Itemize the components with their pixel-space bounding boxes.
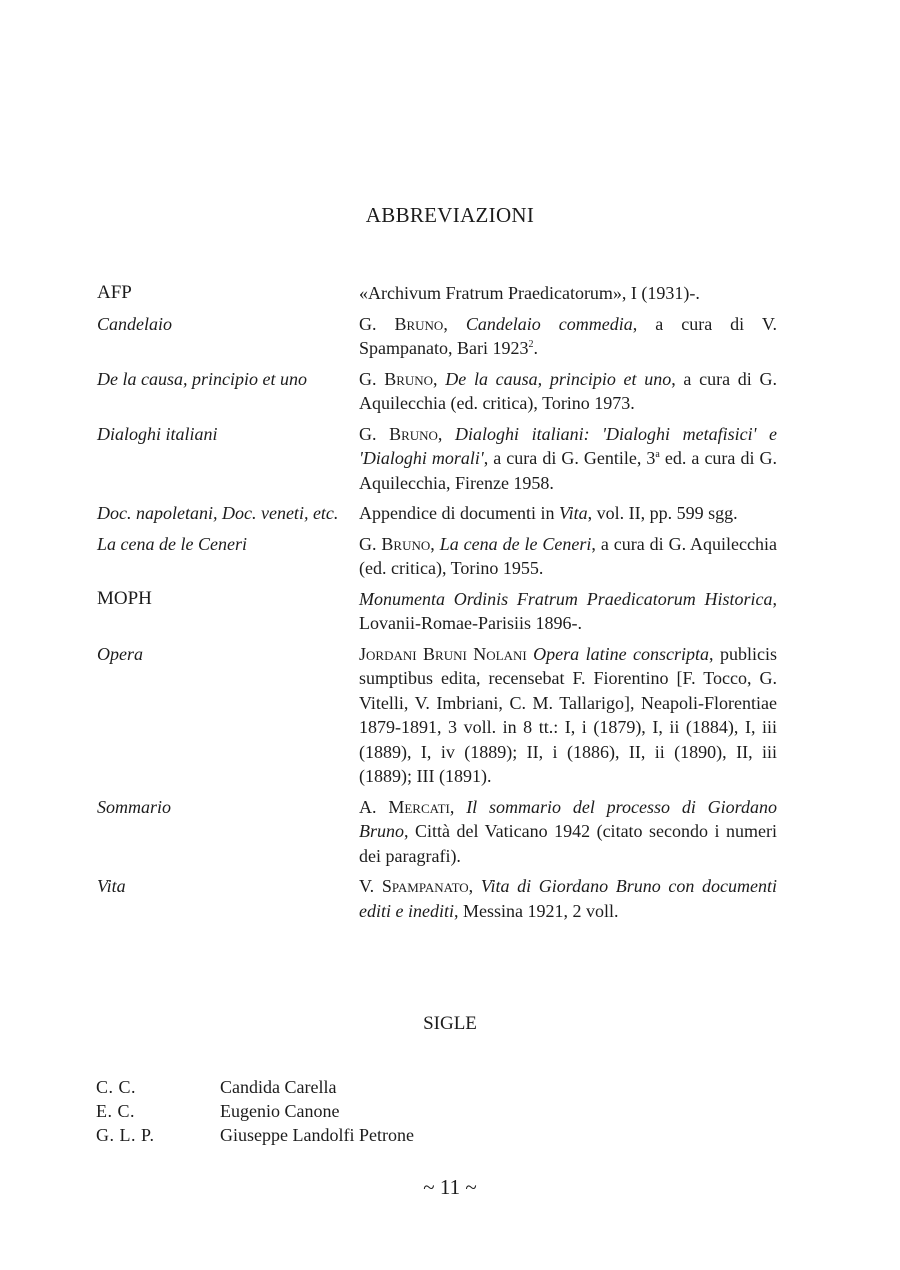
abbreviation-definition xyxy=(359,281,777,306)
definition-segment: Appendice di documenti in xyxy=(359,503,559,523)
definition-segment: V. Spampanato xyxy=(359,876,469,896)
abbreviation-term: AFP xyxy=(97,282,132,303)
abbreviation-term: MOPH xyxy=(97,587,152,609)
abbreviation-definition xyxy=(359,501,777,526)
definition-segment: Jordani Bruni Nolani xyxy=(359,643,527,664)
abbreviation-entry xyxy=(97,587,787,636)
sigla-key: E. C. xyxy=(96,1101,136,1121)
abbreviation-definition xyxy=(359,422,777,496)
abbreviation-entry xyxy=(97,367,787,416)
definition-segment: , vol. II, pp. 599 sgg. xyxy=(587,503,738,523)
definition-segment: Vita xyxy=(558,503,588,523)
definition-segment: , xyxy=(468,876,481,896)
sigla-name: Candida Carella xyxy=(220,1077,337,1097)
sigla-key: C. C. xyxy=(96,1077,137,1097)
page-title: ABBREVIAZIONI xyxy=(365,203,535,227)
sigla-row xyxy=(96,1123,414,1147)
abbreviation-definition xyxy=(359,795,777,869)
sigla-key: G. L. P. xyxy=(96,1125,155,1145)
abbreviation-entry xyxy=(97,281,787,306)
definition-segment: Vita di Giordano Bruno con documenti editi e inediti xyxy=(359,876,778,921)
sigle-list xyxy=(96,1075,414,1147)
abbreviation-entry xyxy=(97,312,787,361)
abbreviation-definition xyxy=(359,587,777,636)
definition-segment: G. Bruno xyxy=(359,423,438,444)
abbreviation-entry xyxy=(97,795,787,869)
definition-segment: ed. a cura di G. Aquilecchia, Firenze 1958. xyxy=(359,448,777,493)
definition-segment: , a cura di G. Aquilecchia (ed. critica), Torino 1955. xyxy=(359,533,777,578)
abbreviation-definition xyxy=(359,312,777,361)
definition-segment: , xyxy=(449,796,467,817)
definition-segment: De la causa, principio et uno xyxy=(445,368,672,389)
abbreviation-entry xyxy=(97,532,787,581)
definition-segment: A. Mercati xyxy=(359,796,450,817)
sigla-name: Eugenio Canone xyxy=(220,1101,340,1121)
definition-segment: , Messina 1921, 2 voll. xyxy=(453,900,619,921)
abbreviation-list xyxy=(97,281,787,923)
sigla-name: Giuseppe Landolfi Petrone xyxy=(220,1125,414,1145)
abbreviation-entry xyxy=(97,501,787,526)
definition-segment: . xyxy=(533,338,538,358)
abbreviation-term: Vita xyxy=(97,876,126,896)
abbreviation-term: La cena de le Ceneri xyxy=(97,533,247,554)
abbreviation-term: De la causa, principio et uno xyxy=(97,368,307,389)
abbreviation-term: Opera xyxy=(97,643,143,664)
abbreviation-entry xyxy=(97,874,787,923)
abbreviation-term: Sommario xyxy=(97,796,172,817)
definition-segment: La cena de le Ceneri xyxy=(439,533,592,554)
definition-segment: , xyxy=(437,423,455,444)
abbreviation-entry xyxy=(97,642,787,789)
definition-segment: , Città del Vaticano 1942 (citato secondo i numeri dei paragrafi). xyxy=(359,821,777,866)
abbreviation-definition xyxy=(359,874,777,923)
definition-segment: , publicis sumptibus edita, recensebat F. Fiorentino [F. Tocco, G. Vitelli, V. Imbriani, C. M. Tallarigo], Neapoli-Florentiae 1879-1891, 3 voll. in 8 tt.: I, i (1879), I, ii (1884), I, iii (1889), I, iv (1889); II, i (1886), II, ii (1890), II, iii (1889); III (1891). xyxy=(359,643,777,786)
abbreviation-term: Doc. napoletani, Doc. veneti, etc. xyxy=(97,503,339,523)
definition-segment: Monumenta Ordinis Fratrum Praedicatorum Historica xyxy=(359,588,773,609)
definition-segment: G. Bruno xyxy=(359,533,431,554)
abbreviation-definition xyxy=(359,367,777,416)
definition-segment: a xyxy=(655,449,660,460)
definition-segment: , xyxy=(430,533,440,554)
definition-segment: , xyxy=(443,313,466,334)
definition-segment: , a cura di V. Spampanato, Bari 1923 xyxy=(359,313,777,358)
definition-segment: «Archivum Fratrum Praedicatorum», I (1931)-. xyxy=(359,283,700,303)
definition-segment: Dialoghi italiani: 'Dialoghi metafisici' e 'Dialoghi morali' xyxy=(359,423,777,468)
page-number: ~ 11 ~ xyxy=(423,1175,477,1199)
abbreviation-definition xyxy=(359,642,777,789)
sigle-title: SIGLE xyxy=(423,1013,477,1034)
abbreviation-definition xyxy=(359,532,777,581)
abbreviation-term: Dialoghi italiani xyxy=(97,423,218,444)
definition-segment: G. Bruno xyxy=(359,313,444,334)
definition-segment: G. Bruno xyxy=(359,368,434,389)
definition-segment: Candelaio commedia xyxy=(465,313,633,334)
sigla-row xyxy=(96,1075,414,1099)
definition-segment: 2 xyxy=(528,339,534,350)
definition-segment: , Lovanii-Romae-Parisiis 1896-. xyxy=(359,588,777,633)
definition-segment: , xyxy=(433,368,446,389)
definition-segment: Il sommario del processo di Giordano Bruno xyxy=(359,796,777,841)
definition-segment: Opera latine conscripta xyxy=(533,643,710,664)
sigla-row xyxy=(96,1099,414,1123)
definition-segment: , a cura di G. Aquilecchia (ed. critica), Torino 1973. xyxy=(359,368,777,413)
abbreviation-term: Candelaio xyxy=(97,313,172,334)
abbreviation-entry xyxy=(97,422,787,496)
definition-segment: , a cura di G. Gentile, 3 xyxy=(483,448,656,468)
